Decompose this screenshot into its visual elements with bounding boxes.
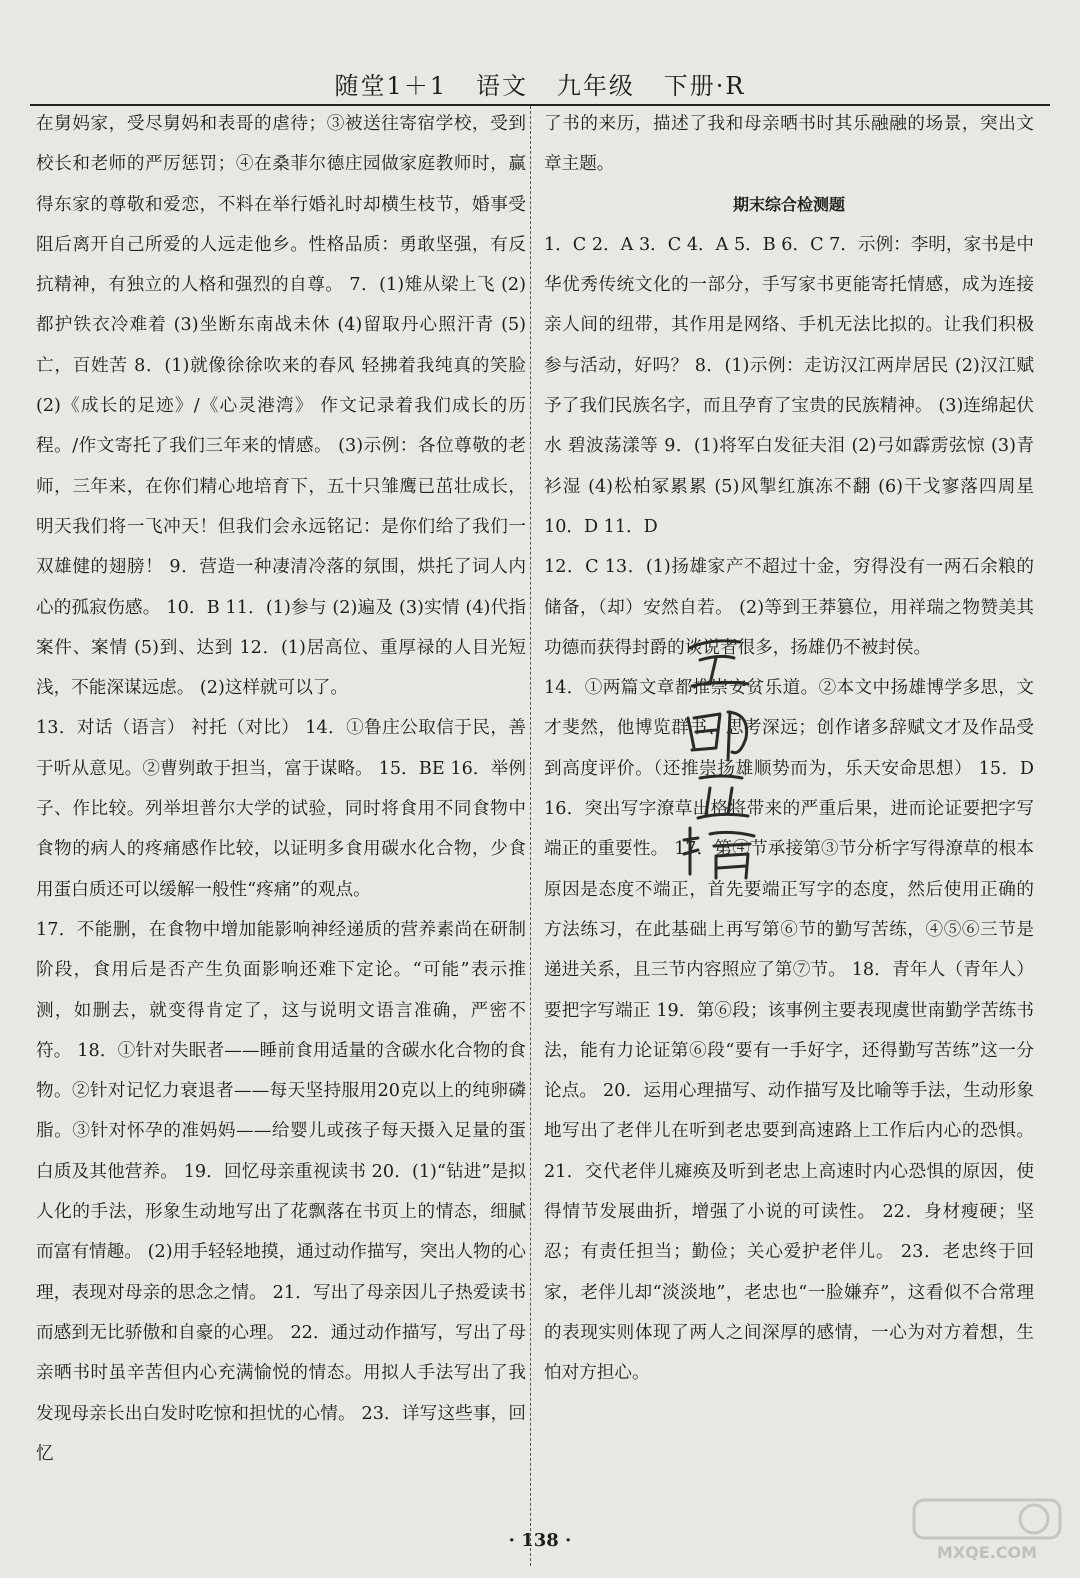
watermark-icon — [912, 1496, 1062, 1542]
handwriting-annotation — [670, 628, 780, 888]
right-column — [544, 104, 1034, 1394]
left-column — [36, 104, 526, 1474]
answer-paragraph: 了书的来历，描述了我和母亲晒书时其乐融融的场景，突出文章主题。 — [544, 114, 1034, 175]
page-number: · 138 · — [508, 1530, 572, 1551]
column-divider — [530, 106, 531, 1566]
answer-paragraph: 12．C 13．(1)扬雄家产不超过十金，穷得没有一两石余粮的储备，（却）安然自若。 (2)等到王莽篡位，用祥瑞之物赞美其功德而获得封爵的谈说者很多，扬雄仍不被封侯。 — [544, 557, 1034, 658]
watermark-logo — [912, 1496, 1062, 1562]
answer-paragraph: 14．①两篇文章都推崇安贫乐道。②本文中扬雄博学多思，文才斐然，他博览群书、思考深远；创作诸多辞赋文才及作品受到高度评价。（还推崇扬雄顺势而为，乐天安命思想） 15．D 16．突出写字潦草出格将带来的严重后果，进而论证要把字写端正的重要性。 17．第④节承接第③节分析字写得潦草的根本原因是态度不端正，首先要端正写字的态度，然后使用正确的方法练习，在此基础上再写第⑥节的勤写苦练，④⑤⑥三节是递进关系，且三节内容照应了第⑦节。 18．青年人（青年人）要把字写端正 19．第⑥段；该事例主要表现虞世南勤学苦练书法，能有力论证第⑥段“要有一手好字，还得勤写苦练”这一分论点。 20．运用心理描写、动作描写及比喻等手法，生动形象地写出了老伴儿在听到老忠要到高速路上工作后内心的恐惧。 21．交代老伴儿瘫痪及听到老忠上高速时内心恐惧的原因，使得情节发展曲折，增强了小说的可读性。 22．身材瘦硬；坚忍；有责任担当；勤俭；关心爱护老伴儿。 23．老忠终于回家，老伴儿却“淡淡地”，老忠也“一脸嫌弃”，这看似不合常理的表现实则体现了两人之间深厚的感情，一心为对方着想，生怕对方担心。 — [544, 678, 1034, 1384]
answer-paragraph: 1．C 2．A 3．C 4．A 5．B 6．C 7．示例：李明，家书是中华优秀传统文化的一部分，手写家书更能寄托情感，成为连接亲人间的纽带，其作用是网络、手机无法比拟的。让我们积极参与活动，好吗？ 8．(1)示例：走访汉江两岸居民 (2)汉江赋予了我们民族名字，而且孕育了宝贵的民族精神。 (3)连绵起伏 水 碧波荡漾等 9．(1)将军白发征夫泪 (2)弓如霹雳弦惊 (3)青衫湿 (4)松柏冢累累 (5)风掣红旗冻不翻 (6)干戈寥落四周星 10．D 11．D — [544, 234, 1034, 537]
section-title: 期末综合检测题 — [732, 194, 845, 214]
header-title: 随堂1＋1 语文 九年级 下册·R — [334, 72, 746, 100]
answer-paragraph: 在舅妈家，受尽舅妈和表哥的虐待；③被送往寄宿学校，受到校长和老师的严厉惩罚；④在桑菲尔德庄园做家庭教师时，赢得东家的尊敬和爱恋，不料在举行婚礼时却横生枝节，婚事受阻后离开自己所爱的人远走他乡。性格品质：勇敢坚强，有反抗精神，有独立的人格和强烈的自尊。 7．(1)雉从梁上飞 (2)都护铁衣冷难着 (3)坐断东南战未休 (4)留取丹心照汗青 (5)亡，百姓苦 8．(1)就像徐徐吹来的春风 轻拂着我纯真的笑脸 (2)《成长的足迹》/《心灵港湾》 作文记录着我们成长的历程。/作文寄托了我们三年来的情感。 (3)示例：各位尊敬的老师，三年来，在你们精心地培育下，五十只雏鹰已茁壮成长，明天我们将一飞冲天！但我们会永远铭记：是你们给了我们一双雄健的翅膀！ 9．营造一种凄清冷落的氛围，烘托了词人内心的孤寂伤感。 10．B 11．(1)参与 (2)遍及 (3)实情 (4)代指案件、案情 (5)到、达到 12．(1)居高位、重厚禄的人目光短浅，不能深谋远虑。 (2)这样就可以了。 — [36, 114, 526, 699]
page-header — [30, 58, 1050, 106]
watermark-text: MXQE.COM — [936, 1543, 1038, 1562]
answer-paragraph: 13．对话（语言） 衬托（对比） 14．①鲁庄公取信于民，善于听从意见。②曹刿敢于担当，富于谋略。 15．BE 16．举例子、作比较。列举坦普尔大学的试验，同时将食用不同食物中食物的病人的疼痛感作比较，以证明多食用碳水化合物，少食用蛋白质还可以缓解一般性“疼痛”的观点。 — [36, 718, 526, 900]
answer-paragraph: 17．不能删，在食物中增加能影响神经递质的营养素尚在研制阶段，食用后是否产生负面影响还难下定论。“可能”表示推测，如删去，就变得肯定了，这与说明文语言准确，严密不符。 18．①针对失眠者——睡前食用适量的含碳水化合物的食物。②针对记忆力衰退者——每天坚持服用20克以上的纯卵磷脂。③针对怀孕的准妈妈——给婴儿或孩子每天摄入足量的蛋白质及其他营养。 19．回忆母亲重视读书 20．(1)“钻进”是拟人化的手法，形象生动地写出了花飘落在书页上的情态，细腻而富有情趣。 (2)用手轻轻地摸，通过动作描写，突出人物的心理，表现对母亲的思念之情。 21．写出了母亲因儿子热爱读书而感到无比骄傲和自豪的心理。 22．通过动作描写，写出了母亲晒书时虽辛苦但内心充满愉悦的情态。用拟人手法写出了我发现母亲长出白发时吃惊和担忧的心情。 23．详写这些事，回忆 — [36, 919, 526, 1464]
